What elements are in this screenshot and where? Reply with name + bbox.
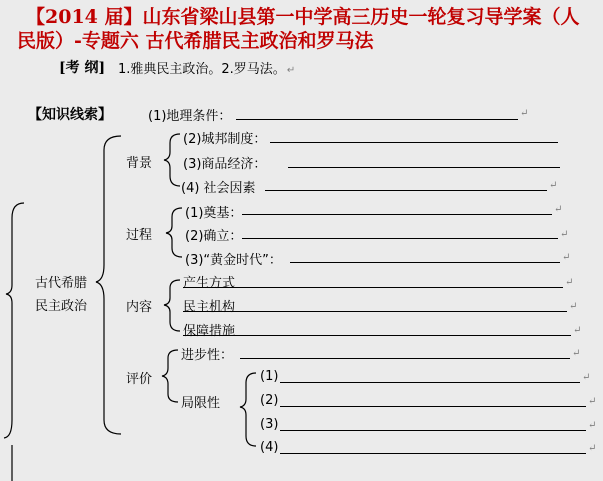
clues-label: 【知识线索】 xyxy=(28,107,112,123)
evaluation-brace xyxy=(162,350,178,402)
content-item-1: 产生方式 xyxy=(183,276,236,291)
limit-item-1: (1) xyxy=(260,369,279,384)
content-brace xyxy=(164,280,180,331)
root-label-1: 古代希腊 xyxy=(35,276,88,291)
background-item-2: (3)商品经济： xyxy=(183,157,267,172)
process-label: 过程 xyxy=(126,228,153,243)
return-mark: ↵ xyxy=(560,229,569,240)
return-mark: ↵ xyxy=(520,108,529,119)
return-mark: ↵ xyxy=(554,204,563,215)
process-brace xyxy=(166,208,182,257)
geo-label: (1)地理条件： xyxy=(148,109,232,124)
return-mark: ↵ xyxy=(573,325,582,336)
return-mark: ↵ xyxy=(588,420,597,431)
limit-label: 局限性 xyxy=(181,396,221,411)
background-label: 背景 xyxy=(126,156,153,171)
return-mark: ↵ xyxy=(569,301,578,312)
progress-label: 进步性： xyxy=(181,348,234,363)
root-brace xyxy=(4,203,24,481)
return-mark: ↵ xyxy=(562,252,571,263)
return-mark: ↵ xyxy=(565,277,574,288)
page-title-line2: 民版）-专题六 古代希腊民主政治和罗马法 xyxy=(17,30,374,52)
process-item-2: (2)确立： xyxy=(185,229,243,244)
outline-content: 1.雅典民主政治。2.罗马法。↵ xyxy=(118,62,296,77)
limit-item-4: (4) xyxy=(260,440,279,455)
background-item-1: (2)城邦制度： xyxy=(183,132,267,147)
process-item-1: (1)奠基： xyxy=(185,206,243,221)
content-label: 内容 xyxy=(126,300,153,315)
content-item-3: 保障措施 xyxy=(183,324,236,339)
return-mark: ↵ xyxy=(582,372,591,383)
sections-brace xyxy=(96,136,121,434)
root-label-2: 民主政治 xyxy=(35,299,88,314)
limit-brace xyxy=(240,373,256,446)
limit-item-2: (2) xyxy=(260,393,279,408)
return-mark: ↵ xyxy=(588,443,597,454)
evaluation-label: 评价 xyxy=(126,372,153,387)
process-item-3: (3)“黄金时代”： xyxy=(185,253,282,268)
outline-label: [考 纲] xyxy=(59,60,106,76)
page-title-line1: 【2014 届】山东省梁山县第一中学高三历史一轮复习导学案（人 xyxy=(26,6,580,28)
return-mark: ↵ xyxy=(549,180,558,191)
limit-item-3: (3) xyxy=(260,417,279,432)
background-brace xyxy=(164,134,180,186)
content-item-2: 民主机构 xyxy=(183,300,236,315)
background-item-3: (4) 社会因素 xyxy=(181,181,256,196)
return-mark: ↵ xyxy=(588,396,597,407)
return-mark: ↵ xyxy=(572,348,581,359)
